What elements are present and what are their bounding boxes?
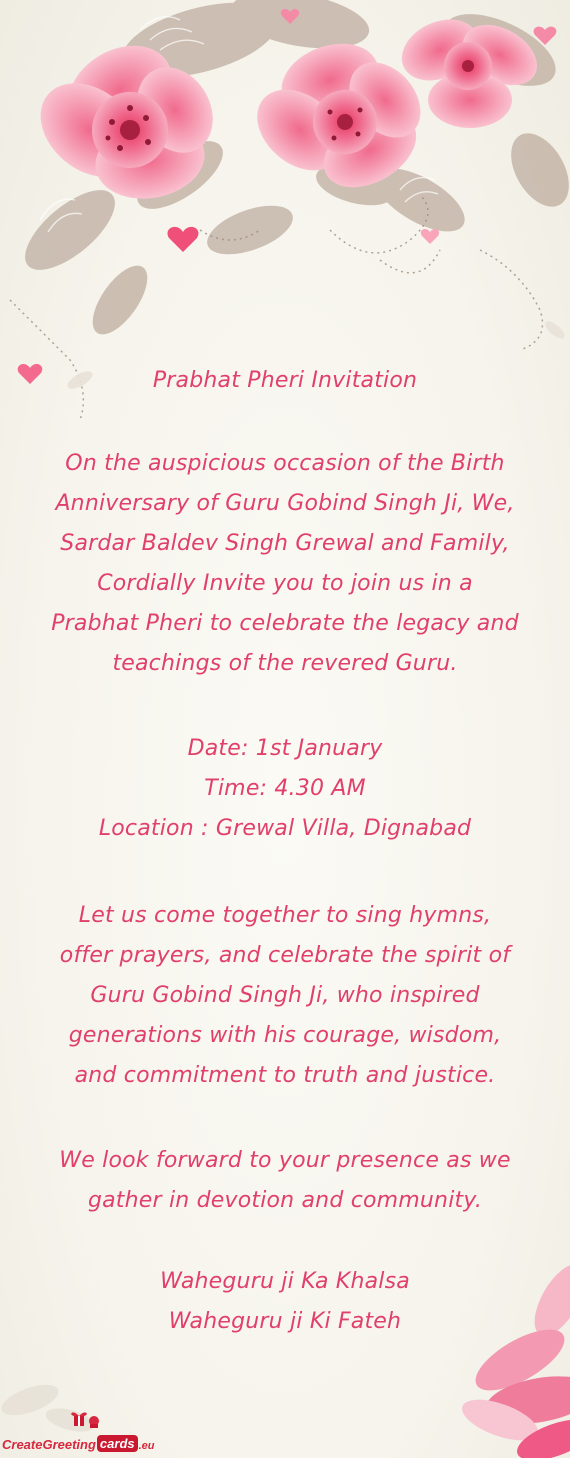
watermark-text: CreateGreeting [2,1437,96,1452]
closing-line: gather in devotion and community. [87,1188,483,1213]
event-date: Date: 1st January [187,736,383,761]
hymn-line: Guru Gobind Singh Ji, who inspired [90,983,480,1008]
intro-paragraph [0,444,570,684]
intro-line: On the auspicious occasion of the Birth [65,451,505,476]
intro-line: teachings of the revered Guru. [112,651,458,676]
watermark-badge: cards [97,1435,138,1452]
event-time: Time: 4.30 AM [204,776,366,801]
intro-line: Anniversary of Guru Gobind Singh Ji, We, [55,491,515,516]
event-details [0,729,570,849]
title-text: Prabhat Pheri Invitation [152,368,418,393]
intro-line: Sardar Baldev Singh Grewal and Family, [60,531,510,556]
watermark-logo[interactable] [2,1424,155,1452]
intro-line: Cordially Invite you to join us in a [97,571,473,596]
closing-line: We look forward to your presence as we [59,1148,511,1173]
hymn-line: Let us come together to sing hymns, [78,903,492,928]
event-location: Location : Grewal Villa, Dignabad [98,816,472,841]
salutation [0,1262,570,1342]
salutation-line: Waheguru ji Ka Khalsa [160,1269,410,1294]
invitation-title [0,361,570,401]
hymn-paragraph [0,896,570,1096]
intro-line: Prabhat Pheri to celebrate the legacy and [51,611,519,636]
salutation-line: Waheguru ji Ki Fateh [168,1309,402,1334]
hymn-line: generations with his courage, wisdom, [68,1023,502,1048]
watermark-domain: .eu [138,1440,155,1452]
hymn-line: offer prayers, and celebrate the spirit of [59,943,511,968]
closing-paragraph [0,1141,570,1221]
hymn-line: and commitment to truth and justice. [74,1063,496,1088]
